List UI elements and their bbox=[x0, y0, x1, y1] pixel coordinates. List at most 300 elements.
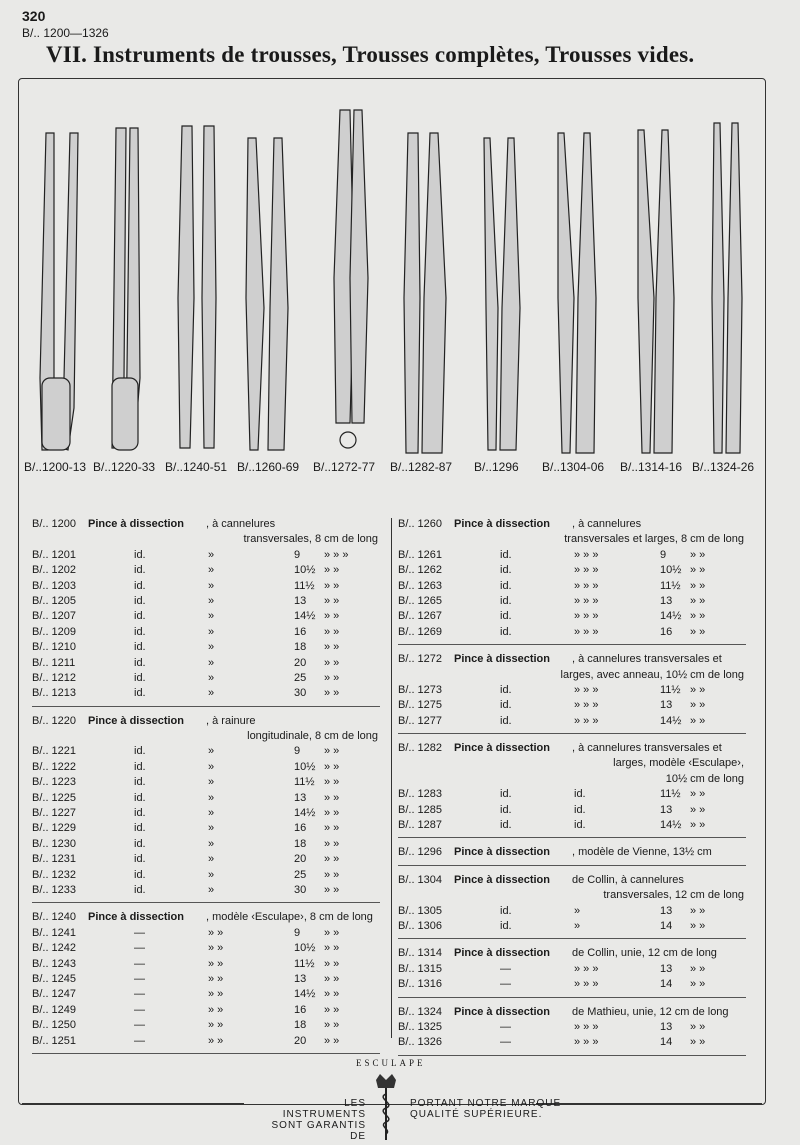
section-rule bbox=[32, 706, 380, 707]
ditto-mark: » bbox=[208, 760, 215, 773]
ditto-mark: » » bbox=[208, 988, 224, 1001]
ditto-mark: » » bbox=[690, 683, 706, 696]
item-title: Pince à dissection bbox=[88, 714, 184, 727]
ditto-mark: » » bbox=[324, 1034, 340, 1047]
item-description: de Mathieu, unie, 12 cm de long bbox=[572, 1005, 729, 1018]
ditto-mark: » » bbox=[324, 972, 340, 985]
item-length: 25 bbox=[294, 671, 307, 684]
item-length: 13 bbox=[294, 791, 307, 804]
item-code: B/.. 1305 bbox=[398, 904, 443, 917]
item-length: 10½ bbox=[294, 760, 316, 773]
item-idem: id. bbox=[134, 822, 146, 835]
item-length: 11½ bbox=[660, 788, 681, 801]
ditto-mark: » » » bbox=[574, 1036, 599, 1049]
item-idem: id. bbox=[500, 714, 512, 727]
ditto-mark: » » » bbox=[324, 548, 349, 561]
ditto-mark: » » bbox=[324, 1019, 340, 1032]
ditto-mark: » » bbox=[324, 942, 340, 955]
item-length: 18 bbox=[294, 1019, 307, 1032]
ditto-mark: » » bbox=[690, 1020, 706, 1033]
ditto-mark: id. bbox=[574, 788, 586, 801]
ditto-mark: » » bbox=[324, 610, 340, 623]
item-code: B/.. 1247 bbox=[32, 988, 77, 1001]
item-length: 13 bbox=[660, 904, 673, 917]
item-idem: — bbox=[134, 957, 145, 970]
catalog-row bbox=[32, 776, 382, 791]
forceps-1200-icon bbox=[40, 133, 78, 450]
item-length: 20 bbox=[294, 656, 307, 669]
item-length: 14½ bbox=[660, 819, 682, 832]
item-length: 11½ bbox=[294, 957, 315, 970]
section-rule bbox=[398, 1055, 746, 1056]
item-idem: id. bbox=[500, 683, 512, 696]
item-code: B/.. 1267 bbox=[398, 610, 443, 623]
section-heading-line bbox=[398, 533, 748, 548]
catalog-row bbox=[32, 761, 382, 776]
footer-right-line2: QUALITÉ SUPÉRIEURE. bbox=[410, 1109, 543, 1120]
ditto-mark: » » » bbox=[574, 962, 599, 975]
item-description: transversales, 12 cm de long bbox=[603, 889, 744, 902]
item-idem: — bbox=[500, 1036, 511, 1049]
section-heading bbox=[32, 518, 382, 533]
item-length: 30 bbox=[294, 883, 307, 896]
catalog-row bbox=[398, 788, 748, 803]
catalog-section bbox=[398, 518, 748, 645]
ditto-mark: » » bbox=[690, 803, 706, 816]
ditto-mark: » » bbox=[690, 594, 706, 607]
item-length: 9 bbox=[294, 548, 301, 561]
item-code: B/.. 1245 bbox=[32, 972, 77, 985]
catalog-row bbox=[398, 819, 748, 834]
ditto-mark: » » bbox=[324, 822, 340, 835]
item-code: B/.. 1220 bbox=[32, 714, 77, 727]
ditto-mark: » bbox=[208, 656, 215, 669]
caption-label: B/..1282-87 bbox=[390, 460, 453, 474]
ditto-mark: » » bbox=[324, 868, 340, 881]
section-heading-line bbox=[398, 669, 748, 684]
ditto-mark: » » bbox=[324, 776, 340, 789]
section-rule bbox=[398, 733, 746, 734]
ditto-mark: » bbox=[208, 579, 215, 592]
section-heading bbox=[398, 1006, 748, 1021]
footer-rule-left bbox=[22, 1103, 244, 1104]
item-length: 14½ bbox=[660, 714, 682, 727]
item-idem: id. bbox=[134, 776, 146, 789]
ditto-mark: » » bbox=[324, 656, 340, 669]
ditto-mark: » » bbox=[690, 919, 706, 932]
item-code: B/.. 1326 bbox=[398, 1036, 443, 1049]
item-code: B/.. 1316 bbox=[398, 978, 443, 991]
item-code: B/.. 1315 bbox=[398, 962, 443, 975]
item-description: , à rainure bbox=[206, 714, 256, 727]
item-length: 13 bbox=[660, 594, 673, 607]
catalog-row bbox=[398, 715, 748, 730]
item-length: 11½ bbox=[294, 776, 315, 789]
item-length: 25 bbox=[294, 868, 307, 881]
section-heading bbox=[398, 653, 748, 668]
catalog-row bbox=[398, 684, 748, 699]
item-idem: id. bbox=[500, 625, 512, 638]
footer-left-text bbox=[266, 1098, 366, 1142]
catalog-section bbox=[32, 715, 382, 904]
ditto-mark: » bbox=[208, 625, 215, 638]
catalog-row bbox=[32, 792, 382, 807]
ditto-mark: » bbox=[208, 641, 215, 654]
item-length: 20 bbox=[294, 1034, 307, 1047]
ditto-mark: » » » bbox=[574, 579, 599, 592]
item-code: B/.. 1202 bbox=[32, 564, 77, 577]
ditto-mark: » » » bbox=[574, 978, 599, 991]
ditto-mark: » » bbox=[690, 962, 706, 975]
item-length: 11½ bbox=[660, 579, 681, 592]
catalog-row bbox=[32, 822, 382, 837]
item-idem: — bbox=[134, 972, 145, 985]
item-description: larges, avec anneau, 10½ cm de long bbox=[560, 668, 744, 681]
item-description: larges, modèle ‹Esculape›, bbox=[613, 757, 744, 770]
forceps-1282-icon bbox=[404, 133, 446, 453]
item-code: B/.. 1210 bbox=[32, 641, 77, 654]
item-code: B/.. 1272 bbox=[398, 653, 443, 666]
item-idem: — bbox=[134, 1003, 145, 1016]
item-idem: — bbox=[134, 988, 145, 1001]
item-idem: id. bbox=[500, 819, 512, 832]
item-idem: id. bbox=[500, 564, 512, 577]
item-description: , à cannelures transversales et bbox=[572, 742, 722, 755]
ditto-mark: » » bbox=[690, 788, 706, 801]
item-idem: id. bbox=[500, 579, 512, 592]
catalog-section bbox=[398, 846, 748, 865]
item-idem: id. bbox=[500, 610, 512, 623]
section-rule bbox=[398, 938, 746, 939]
ditto-mark: » bbox=[208, 687, 215, 700]
item-idem: — bbox=[500, 1020, 511, 1033]
catalog-row bbox=[32, 657, 382, 672]
catalog-row bbox=[32, 853, 382, 868]
ditto-mark: » » » bbox=[574, 610, 599, 623]
item-code: B/.. 1273 bbox=[398, 683, 443, 696]
item-length: 30 bbox=[294, 687, 307, 700]
footer-right-text bbox=[410, 1098, 561, 1120]
item-idem: — bbox=[134, 942, 145, 955]
item-code: B/.. 1241 bbox=[32, 926, 77, 939]
item-idem: — bbox=[500, 962, 511, 975]
ditto-mark: » bbox=[208, 548, 215, 561]
esculape-logo-icon bbox=[368, 1072, 404, 1142]
item-code: B/.. 1275 bbox=[398, 699, 443, 712]
item-title: Pince à dissection bbox=[88, 518, 184, 530]
catalog-row bbox=[32, 745, 382, 760]
item-idem: id. bbox=[500, 904, 512, 917]
item-idem: id. bbox=[500, 919, 512, 932]
item-length: 11½ bbox=[660, 683, 681, 696]
item-title: Pince à dissection bbox=[454, 742, 550, 755]
catalog-row bbox=[398, 549, 748, 564]
caption-label: B/..1324-26 bbox=[692, 460, 755, 474]
item-code: B/.. 1209 bbox=[32, 625, 77, 638]
ditto-mark: » bbox=[208, 822, 215, 835]
catalog-row bbox=[32, 641, 382, 656]
catalog-row bbox=[32, 927, 382, 942]
section-heading bbox=[398, 874, 748, 889]
item-code: B/.. 1263 bbox=[398, 579, 443, 592]
catalog-row bbox=[398, 804, 748, 819]
item-description: de Collin, à cannelures bbox=[572, 873, 684, 886]
caption-label: B/..1260-69 bbox=[237, 460, 300, 474]
item-length: 14½ bbox=[660, 610, 682, 623]
item-description: 10½ cm de long bbox=[665, 772, 744, 785]
ditto-mark: » bbox=[208, 868, 215, 881]
item-code: B/.. 1243 bbox=[32, 957, 77, 970]
item-title: Pince à dissection bbox=[454, 846, 550, 859]
item-code: B/.. 1201 bbox=[32, 548, 77, 561]
ditto-mark: » bbox=[574, 904, 581, 917]
ditto-mark: » bbox=[208, 853, 215, 866]
ditto-mark: » » » bbox=[574, 1020, 599, 1033]
ditto-mark: » bbox=[208, 671, 215, 684]
item-code: B/.. 1306 bbox=[398, 919, 443, 932]
item-code: B/.. 1207 bbox=[32, 610, 77, 623]
ditto-mark: » » bbox=[324, 957, 340, 970]
item-length: 11½ bbox=[294, 579, 315, 592]
catalog-section bbox=[398, 1006, 748, 1056]
ditto-mark: » » bbox=[324, 791, 340, 804]
item-idem: id. bbox=[134, 791, 146, 804]
ditto-mark: » » bbox=[690, 978, 706, 991]
item-code: B/.. 1211 bbox=[32, 656, 76, 669]
ditto-mark: » » » bbox=[574, 699, 599, 712]
column-divider bbox=[391, 518, 392, 1038]
item-code: B/.. 1230 bbox=[32, 837, 77, 850]
item-idem: id. bbox=[500, 699, 512, 712]
catalog-row bbox=[398, 595, 748, 610]
section-rule bbox=[398, 997, 746, 998]
item-length: 14 bbox=[660, 1036, 673, 1049]
item-idem: id. bbox=[134, 837, 146, 850]
section-rule bbox=[398, 644, 746, 645]
catalog-section bbox=[398, 742, 748, 838]
item-code: B/.. 1325 bbox=[398, 1020, 443, 1033]
item-length: 13 bbox=[294, 972, 307, 985]
ditto-mark: » » » bbox=[574, 594, 599, 607]
item-idem: id. bbox=[134, 594, 146, 607]
ditto-mark: » » bbox=[208, 1003, 224, 1016]
item-code: B/.. 1261 bbox=[398, 548, 443, 561]
item-idem: id. bbox=[500, 788, 512, 801]
section-heading bbox=[398, 518, 748, 533]
item-idem: id. bbox=[134, 656, 146, 669]
catalog-row bbox=[398, 564, 748, 579]
ditto-mark: » » bbox=[324, 1003, 340, 1016]
ditto-mark: » » bbox=[324, 625, 340, 638]
catalog-row bbox=[32, 564, 382, 579]
item-description: , à cannelures bbox=[572, 518, 642, 530]
catalog-row bbox=[32, 595, 382, 610]
forceps-1272-icon bbox=[334, 110, 368, 448]
catalog-row bbox=[32, 958, 382, 973]
ditto-mark: » bbox=[208, 883, 215, 896]
item-length: 13 bbox=[660, 699, 673, 712]
item-code: B/.. 1213 bbox=[32, 687, 77, 700]
catalog-row bbox=[32, 973, 382, 988]
catalog-row bbox=[32, 580, 382, 595]
ditto-mark: » » bbox=[324, 579, 340, 592]
section-heading-line bbox=[398, 757, 748, 772]
ditto-mark: » » bbox=[324, 564, 340, 577]
item-description: longitudinale, 8 cm de long bbox=[247, 730, 378, 743]
item-length: 16 bbox=[294, 625, 307, 638]
ditto-mark: » » » bbox=[574, 625, 599, 638]
item-description: , à cannelures transversales et bbox=[572, 653, 722, 666]
section-heading bbox=[32, 715, 382, 730]
catalog-row bbox=[32, 1035, 382, 1050]
catalog-row bbox=[398, 1021, 748, 1036]
ditto-mark: » » bbox=[690, 819, 706, 832]
caption-label: B/..1200-13 bbox=[24, 460, 87, 474]
catalog-section bbox=[398, 874, 748, 940]
caption-label: B/..1314-16 bbox=[620, 460, 683, 474]
item-code: B/.. 1324 bbox=[398, 1005, 443, 1018]
logo-text: ESCULAPE bbox=[356, 1058, 426, 1068]
footer-right-line1: PORTANT NOTRE MARQUE bbox=[410, 1098, 562, 1109]
page-title: VII. Instruments de trousses, Trousses complètes, Trousses vides. bbox=[46, 42, 695, 67]
item-idem: id. bbox=[134, 868, 146, 881]
ditto-mark: » » bbox=[324, 745, 340, 758]
ditto-mark: » bbox=[208, 776, 215, 789]
item-code: B/.. 1269 bbox=[398, 625, 443, 638]
section-heading-line bbox=[32, 533, 382, 548]
catalog-row bbox=[32, 869, 382, 884]
item-length: 10½ bbox=[294, 942, 316, 955]
section-heading-line bbox=[398, 889, 748, 904]
catalog-section bbox=[398, 653, 748, 734]
item-code: B/.. 1223 bbox=[32, 776, 77, 789]
ditto-mark: » » bbox=[690, 904, 706, 917]
item-idem: id. bbox=[134, 671, 146, 684]
item-length: 14½ bbox=[294, 610, 316, 623]
ditto-mark: » » bbox=[324, 988, 340, 1001]
item-length: 14 bbox=[660, 919, 673, 932]
catalog-row bbox=[32, 626, 382, 641]
catalog-row bbox=[32, 1004, 382, 1019]
item-title: Pince à dissection bbox=[454, 518, 550, 530]
item-length: 20 bbox=[294, 853, 307, 866]
forceps-illustration bbox=[18, 78, 764, 478]
item-description: , à cannelures bbox=[206, 518, 276, 530]
item-idem: id. bbox=[134, 625, 146, 638]
ditto-mark: » » bbox=[324, 837, 340, 850]
ditto-mark: » » bbox=[690, 610, 706, 623]
item-length: 13 bbox=[660, 803, 673, 816]
item-code: B/.. 1277 bbox=[398, 714, 443, 727]
item-description: , modèle de Vienne, 13½ cm bbox=[572, 846, 712, 859]
catalog-row bbox=[398, 978, 748, 993]
item-length: 14 bbox=[660, 978, 673, 991]
item-idem: id. bbox=[134, 853, 146, 866]
item-title: Pince à dissection bbox=[88, 911, 184, 924]
section-heading bbox=[398, 947, 748, 962]
item-idem: id. bbox=[500, 548, 512, 561]
item-idem: — bbox=[500, 978, 511, 991]
item-idem: id. bbox=[134, 883, 146, 896]
catalog-row bbox=[32, 807, 382, 822]
item-code: B/.. 1227 bbox=[32, 807, 77, 820]
item-length: 9 bbox=[294, 926, 301, 939]
ditto-mark: » bbox=[574, 919, 581, 932]
item-code: B/.. 1283 bbox=[398, 788, 443, 801]
ditto-mark: » bbox=[208, 807, 215, 820]
ditto-mark: » » bbox=[690, 699, 706, 712]
catalog-row bbox=[398, 1036, 748, 1051]
item-code: B/.. 1240 bbox=[32, 911, 77, 924]
catalog-section bbox=[398, 947, 748, 997]
ditto-mark: » bbox=[208, 791, 215, 804]
catalog-row bbox=[32, 672, 382, 687]
ditto-mark: » » bbox=[324, 853, 340, 866]
ditto-mark: » bbox=[208, 745, 215, 758]
section-heading-line bbox=[398, 773, 748, 788]
item-code: B/.. 1287 bbox=[398, 819, 443, 832]
ditto-mark: » » bbox=[208, 926, 224, 939]
item-description: transversales et larges, 8 cm de long bbox=[564, 533, 744, 546]
catalog-section bbox=[32, 911, 382, 1054]
section-rule bbox=[398, 837, 746, 838]
item-length: 16 bbox=[294, 1003, 307, 1016]
ditto-mark: id. bbox=[574, 819, 586, 832]
ditto-mark: » » bbox=[208, 942, 224, 955]
ditto-mark: » » » bbox=[574, 683, 599, 696]
caption-label: B/..1220-33 bbox=[93, 460, 156, 474]
catalog-row bbox=[398, 610, 748, 625]
ditto-mark: » » bbox=[208, 1019, 224, 1032]
ditto-mark: » » bbox=[690, 714, 706, 727]
section-heading bbox=[398, 846, 748, 861]
item-code: B/.. 1260 bbox=[398, 518, 443, 530]
catalog-row bbox=[32, 884, 382, 899]
ditto-mark: » » » bbox=[574, 564, 599, 577]
forceps-1324-icon bbox=[712, 123, 742, 453]
item-length: 14½ bbox=[294, 988, 316, 1001]
catalog-row bbox=[32, 687, 382, 702]
item-idem: — bbox=[134, 1019, 145, 1032]
item-code: B/.. 1262 bbox=[398, 564, 443, 577]
item-length: 16 bbox=[660, 625, 673, 638]
item-idem: id. bbox=[134, 579, 146, 592]
ditto-mark: » » bbox=[324, 671, 340, 684]
catalog-row bbox=[32, 988, 382, 1003]
item-code: B/.. 1203 bbox=[32, 579, 77, 592]
item-length: 9 bbox=[294, 745, 301, 758]
caption-label: B/..1240-51 bbox=[165, 460, 228, 474]
item-code: B/.. 1233 bbox=[32, 883, 77, 896]
item-length: 18 bbox=[294, 641, 307, 654]
item-length: 10½ bbox=[660, 564, 682, 577]
item-code: B/.. 1242 bbox=[32, 942, 77, 955]
ditto-mark: » » bbox=[324, 926, 340, 939]
caption-label: B/..1304-06 bbox=[542, 460, 605, 474]
ditto-mark: » » bbox=[324, 883, 340, 896]
item-idem: id. bbox=[134, 641, 146, 654]
section-rule bbox=[398, 865, 746, 866]
item-code: B/.. 1314 bbox=[398, 947, 443, 960]
item-code: B/.. 1231 bbox=[32, 853, 77, 866]
forceps-1296-icon bbox=[484, 138, 520, 450]
catalog-section bbox=[32, 518, 382, 707]
ditto-mark: » » bbox=[208, 972, 224, 985]
item-idem: id. bbox=[134, 564, 146, 577]
item-description: de Collin, unie, 12 cm de long bbox=[572, 947, 717, 960]
item-idem: id. bbox=[134, 610, 146, 623]
item-length: 9 bbox=[660, 548, 667, 561]
